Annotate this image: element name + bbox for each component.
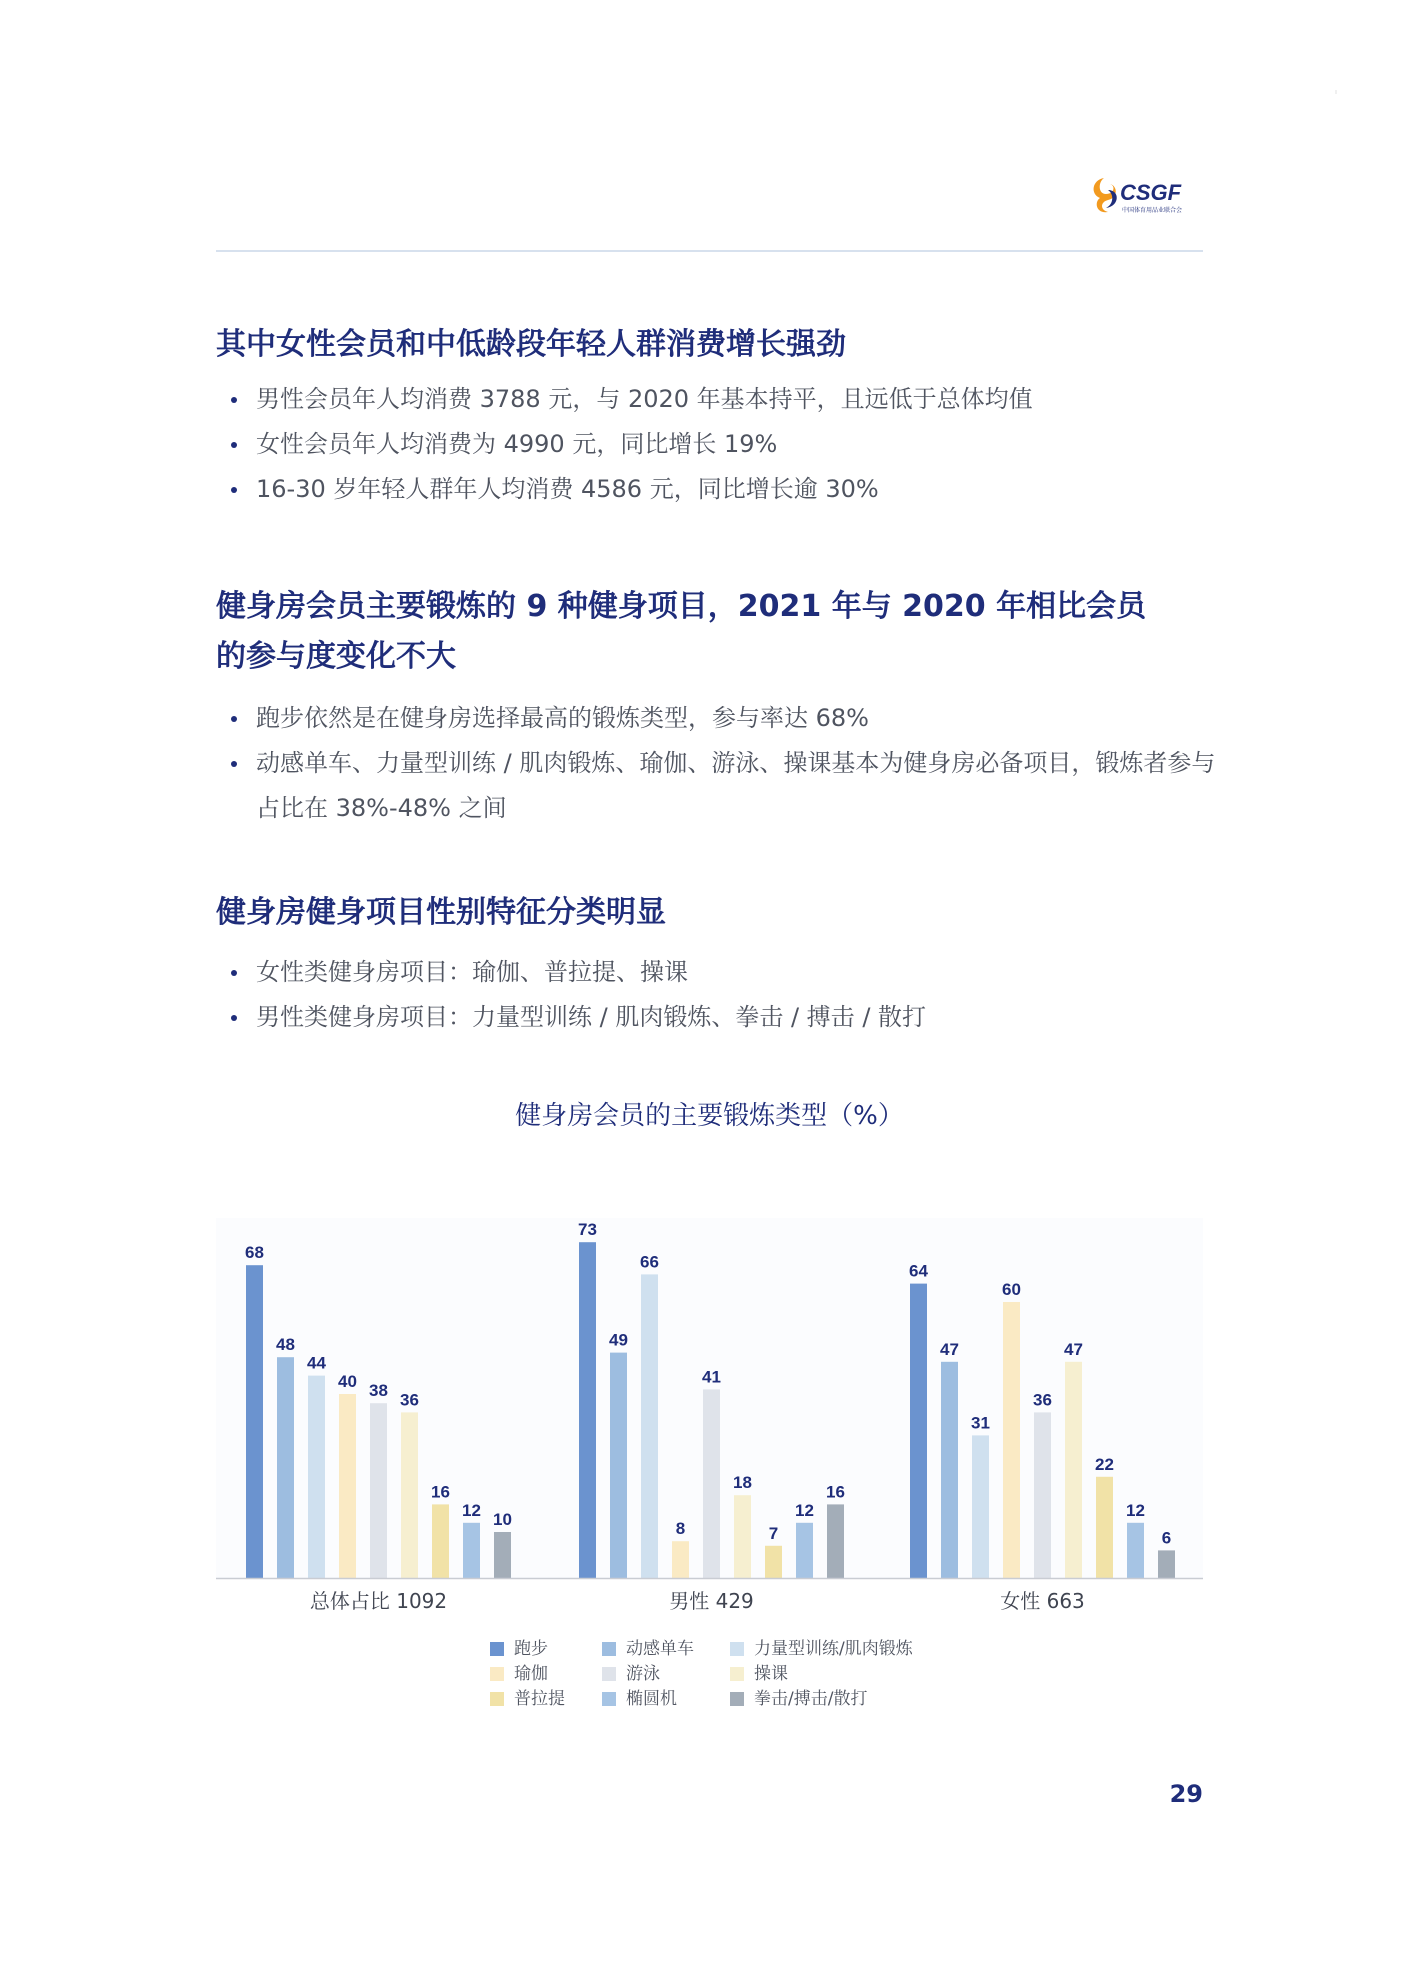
bullet-item: 女性类健身房项目：瑜伽、普拉提、操课 xyxy=(216,950,1216,995)
legend-item xyxy=(730,1638,913,1660)
bar-value-label: 38 xyxy=(369,1381,388,1401)
bar xyxy=(941,1362,958,1578)
bar-value-label: 47 xyxy=(1064,1339,1083,1359)
bar xyxy=(734,1495,751,1578)
bar-value-label: 73 xyxy=(578,1220,597,1240)
bar xyxy=(401,1412,418,1578)
bar-chart xyxy=(216,1200,1203,1620)
bar-value-label: 8 xyxy=(675,1519,686,1539)
bar-value-label: 12 xyxy=(1126,1500,1145,1520)
bar xyxy=(1034,1412,1051,1578)
section-2-heading xyxy=(216,582,1216,682)
bar xyxy=(1065,1362,1082,1578)
bar-value-label: 10 xyxy=(493,1510,512,1529)
bar xyxy=(579,1242,596,1578)
legend-label: 椭圆机 xyxy=(626,1689,677,1709)
legend-label: 操课 xyxy=(754,1664,788,1684)
legend-item xyxy=(490,1688,565,1710)
bullet-item: 跑步依然是在健身房选择最高的锻炼类型，参与率达 68% xyxy=(216,696,1216,741)
legend-label: 动感单车 xyxy=(626,1639,694,1659)
bullet-item: 男性会员年人均消费 3788 元，与 2020 年基本持平，且远低于总体均值 xyxy=(216,377,1216,422)
bar-value-label: 36 xyxy=(1033,1390,1052,1410)
section-2-bullets xyxy=(216,696,1216,831)
chart-title: 健身房会员的主要锻炼类型（%） xyxy=(515,1101,904,1131)
legend-item xyxy=(490,1638,548,1660)
bar-value-label: 47 xyxy=(940,1339,959,1359)
bar xyxy=(1003,1302,1020,1578)
bullet-item: 男性类健身房项目：力量型训练 / 肌肉锻炼、拳击 / 搏击 / 散打 xyxy=(216,995,1216,1040)
bar xyxy=(910,1284,927,1578)
section-3-heading: 健身房健身项目性别特征分类明显 xyxy=(216,895,666,930)
section-3-bullets xyxy=(216,950,1216,1040)
bar-value-label: 12 xyxy=(462,1500,481,1520)
section-1-heading: 其中女性会员和中低龄段年轻人群消费增长强劲 xyxy=(216,327,846,362)
legend-swatch xyxy=(490,1667,504,1681)
legend-item xyxy=(602,1688,677,1710)
bullet-item: 动感单车、力量型训练 / 肌肉锻炼、瑜伽、游泳、操课基本为健身房必备项目，锻炼者参与占比在 38%-48% 之间 xyxy=(216,741,1216,831)
bar xyxy=(703,1389,720,1578)
legend-label: 力量型训练/肌肉锻炼 xyxy=(754,1639,913,1659)
legend-label: 普拉提 xyxy=(514,1689,565,1709)
bar xyxy=(796,1523,813,1578)
bar-value-label: 7 xyxy=(768,1523,779,1543)
bar-value-label: 66 xyxy=(640,1252,659,1272)
bar xyxy=(1127,1523,1144,1578)
legend-item xyxy=(730,1663,788,1685)
bar xyxy=(827,1504,844,1578)
legend-swatch xyxy=(730,1667,744,1681)
bar xyxy=(339,1394,356,1578)
category-label: 总体占比 1092 xyxy=(309,1589,448,1613)
section-1-bullets xyxy=(216,377,1216,512)
csgf-logo xyxy=(1090,172,1210,220)
bar xyxy=(972,1435,989,1578)
section-2-heading-line: 的参与度变化不大 xyxy=(216,639,456,674)
bar-value-label: 44 xyxy=(307,1353,326,1373)
bar-value-label: 18 xyxy=(733,1473,752,1493)
legend-swatch xyxy=(490,1642,504,1656)
legend-swatch xyxy=(730,1692,744,1706)
page-number: 29 xyxy=(1169,1780,1203,1808)
bar-value-label: 6 xyxy=(1161,1528,1172,1548)
logo-subtext: 中国体育用品业联合会 xyxy=(1122,207,1183,214)
bar-value-label: 64 xyxy=(909,1261,928,1281)
bar xyxy=(1096,1477,1113,1578)
bar xyxy=(672,1541,689,1578)
legend-item xyxy=(602,1638,694,1660)
category-label: 女性 663 xyxy=(1000,1589,1085,1613)
bar xyxy=(432,1504,449,1578)
category-label: 男性 429 xyxy=(669,1589,754,1613)
bar xyxy=(308,1376,325,1578)
legend-item xyxy=(602,1663,660,1685)
bar-value-label: 48 xyxy=(276,1335,295,1355)
corner-mark xyxy=(1335,90,1337,94)
bar-value-label: 40 xyxy=(338,1372,357,1391)
bar-value-label: 36 xyxy=(400,1390,419,1410)
bullet-item: 女性会员年人均消费为 4990 元，同比增长 19% xyxy=(216,422,1216,467)
bar xyxy=(610,1353,627,1578)
bar xyxy=(1158,1550,1175,1578)
bar-value-label: 60 xyxy=(1002,1280,1021,1299)
legend-swatch xyxy=(602,1642,616,1656)
section-2-heading-line: 健身房会员主要锻炼的 9 种健身项目，2021 年与 2020 年相比会员 xyxy=(216,589,1147,624)
legend-item xyxy=(730,1688,867,1710)
legend-label: 拳击/搏击/散打 xyxy=(754,1689,868,1709)
bullet-item: 16-30 岁年轻人群年人均消费 4586 元，同比增长逾 30% xyxy=(216,467,1216,512)
legend-swatch xyxy=(602,1667,616,1681)
logo-text: CSGF xyxy=(1120,180,1182,205)
bar-value-label: 22 xyxy=(1095,1454,1114,1474)
bar xyxy=(494,1532,511,1578)
bar xyxy=(246,1265,263,1578)
header-divider xyxy=(216,250,1203,252)
bar-value-label: 68 xyxy=(245,1243,264,1263)
legend-label: 游泳 xyxy=(626,1664,660,1684)
legend-swatch xyxy=(730,1642,744,1656)
bar-value-label: 41 xyxy=(702,1367,721,1387)
legend-label: 瑜伽 xyxy=(514,1664,548,1684)
legend-swatch xyxy=(602,1692,616,1706)
bar xyxy=(370,1403,387,1578)
bar-value-label: 31 xyxy=(971,1413,990,1433)
bar-value-label: 12 xyxy=(795,1500,814,1520)
legend-swatch xyxy=(490,1692,504,1706)
legend-item xyxy=(490,1663,548,1685)
bar xyxy=(277,1357,294,1578)
bar xyxy=(463,1523,480,1578)
bar xyxy=(765,1546,782,1578)
bar-value-label: 49 xyxy=(609,1330,628,1350)
legend-label: 跑步 xyxy=(514,1639,548,1659)
bar-value-label: 16 xyxy=(431,1482,450,1502)
bar-value-label: 16 xyxy=(826,1482,845,1502)
bar xyxy=(641,1274,658,1578)
